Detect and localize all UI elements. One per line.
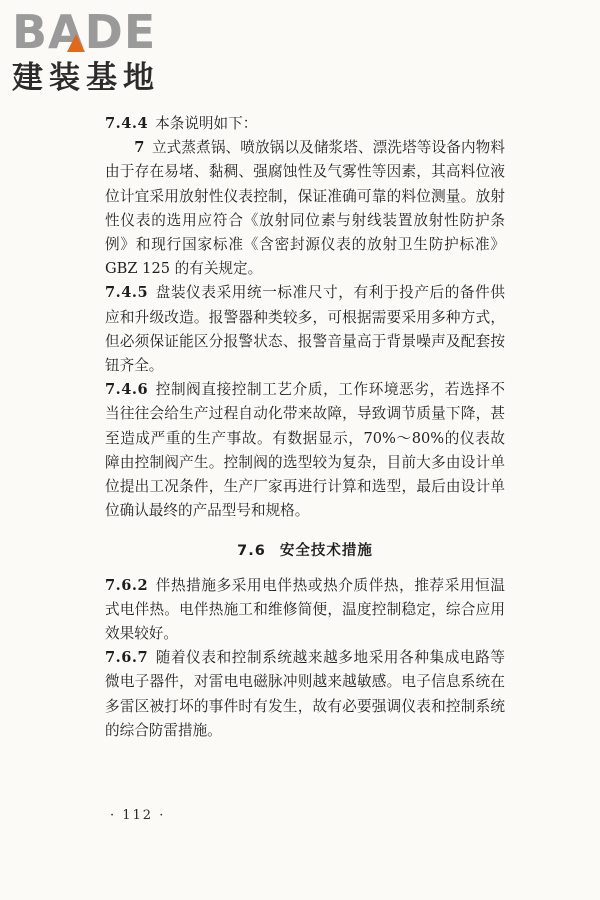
clause-7-4-5: [105, 281, 505, 378]
clause-text: 盘装仪表采用统一标准尺寸，有利于投产后的备件供应和升级改造。报警器种类较多，可根据需要采用多种方式，但必须保证能区分报警状态、报警音量高于背景噪声及配套按钮齐全。: [105, 284, 505, 375]
logo-subtitle: 建装基地: [12, 60, 160, 96]
clause-7-6-2: [105, 574, 505, 647]
clause-7-4-4: [105, 112, 505, 136]
clause-text: 随着仪表和控制系统越来越多地采用各种集成电路等微电子器件，对雷电电磁脉冲则越来越敏感。电子信息系统在多雷区被打坏的事件时有发生，故有必要强调仪表和控制系统的综合防雷措施。: [105, 649, 505, 739]
clause-text: 伴热措施多采用电伴热或热介质伴热，推荐采用恒温式电伴热。电伴热施工和维修简便，温度控制稳定，综合应用效果较好。: [105, 576, 505, 643]
page-content: [105, 112, 505, 743]
section-heading: 安全技术措施: [279, 543, 373, 560]
item-number: 7: [134, 139, 145, 157]
page-number: · 112 ·: [110, 808, 166, 823]
clause-number: 7.4.6: [105, 381, 149, 399]
logo-triangle-icon: [67, 34, 85, 52]
section-number: 7.6: [237, 543, 266, 560]
clause-number: 7.4.5: [105, 284, 149, 302]
logo-wordmark: BADE: [12, 5, 157, 59]
clause-number: 7.4.4: [105, 115, 149, 132]
clause-7-4-6: [105, 378, 505, 523]
clause-7-4-4-item-7: [105, 136, 505, 281]
clause-7-6-7: [105, 646, 505, 743]
section-title: [105, 539, 505, 563]
clause-number: 7.6.7: [105, 649, 149, 667]
bade-logo: [12, 6, 172, 106]
clause-text: 控制阀直接控制工艺介质，工作环境恶劣，若选择不当往往会给生产过程自动化带来故障，导致调节质量下降，甚至造成严重的生产事故。有数据显示，70%～80%的仪表故障由控制阀产生。控制阀的选型较为复杂，目前大多由设计单位提出工况条件，生产厂家再进行计算和选型，最后由设计单位确认最终的产品型号和规格。: [105, 381, 505, 520]
clause-number: 7.6.2: [105, 576, 149, 594]
clause-text: 本条说明如下：: [155, 115, 258, 132]
item-text: 立式蒸煮锅、喷放锅以及储浆塔、漂洗塔等设备内物料由于存在易堵、黏稠、强腐蚀性及气雾性等因素，其高料位液位计宜采用放射性仪表控制，保证准确可靠的料位测量。放射性仪表的选用应符合《放射同位素与射线装置放射性防护条例》和现行国家标准《含密封源仪表的放射卫生防护标准》GBZ 125 的有关规定。: [105, 139, 505, 278]
